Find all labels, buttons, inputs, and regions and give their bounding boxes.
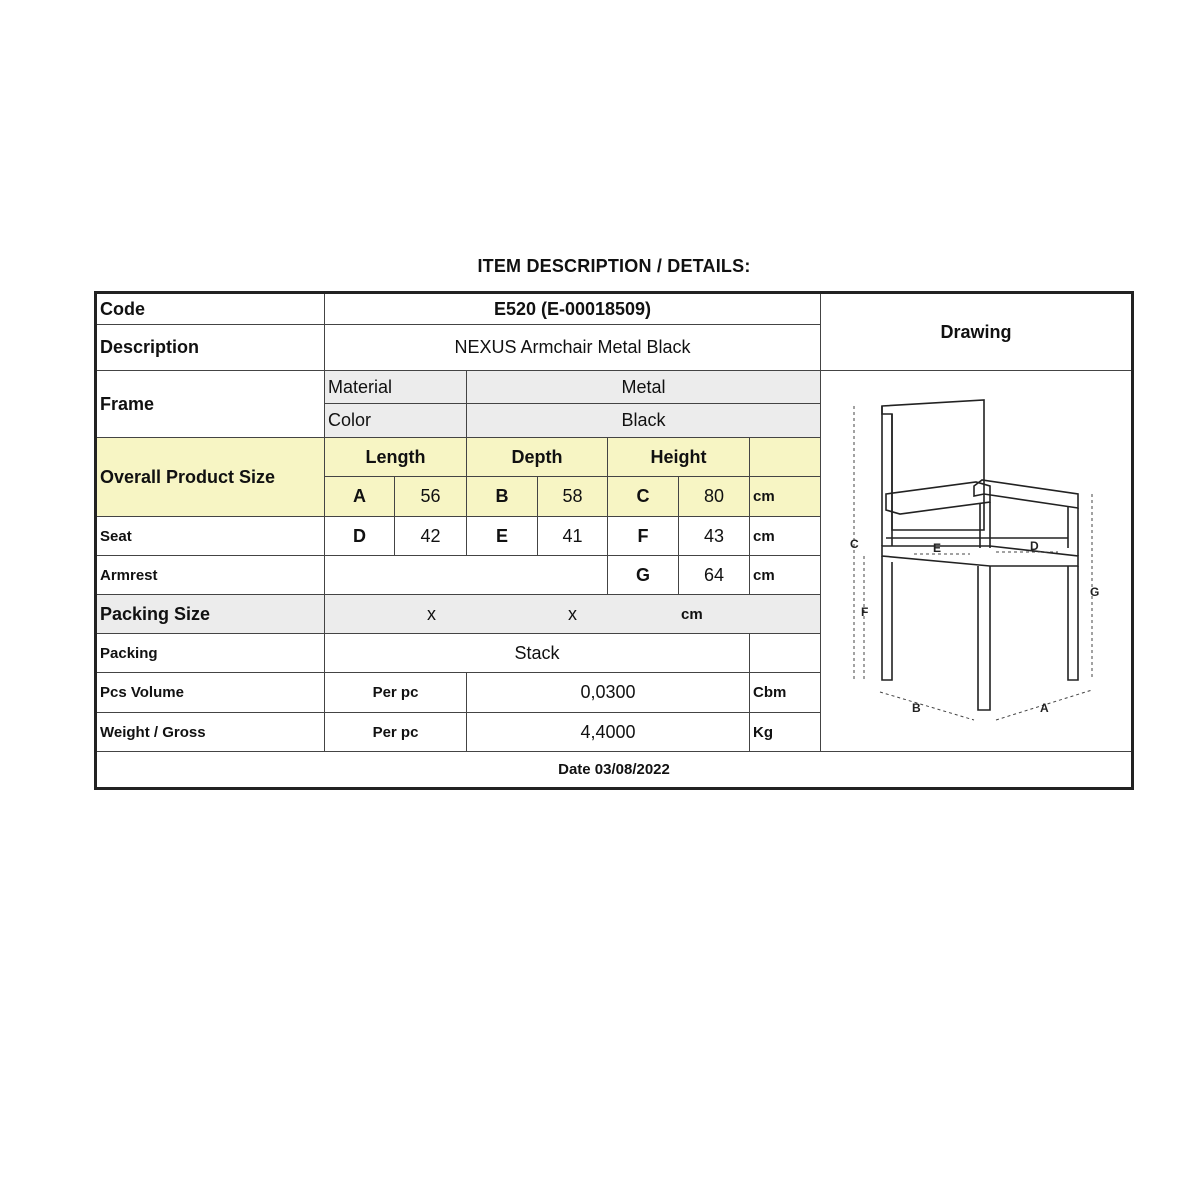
packing-size-x2: x [568,603,577,624]
length-header: Length [325,438,467,477]
dim-label-b: B [912,701,921,715]
page-title: ITEM DESCRIPTION / DETAILS: [477,256,751,276]
pcs-volume-label: Pcs Volume [97,673,325,713]
overall-size-label: Overall Product Size [97,438,325,517]
dim-a-letter: A [325,477,395,517]
dim-label-g: G [1090,585,1100,599]
dim-label-a: A [1040,701,1049,715]
armrest-blank-cell [325,556,608,595]
code-label: Code [97,294,325,325]
seat-label: Seat [97,517,325,556]
item-details-table [94,291,1134,790]
drawing-header: Drawing [821,294,1131,371]
color-label: Color [325,404,467,438]
chair-drawing [820,370,1134,750]
chair-seat [882,546,1078,566]
material-value: Metal [467,371,821,404]
code-value: E520 (E-00018509) [325,294,821,325]
pcs-volume-per: Per pc [325,673,467,713]
dim-f-value: 43 [679,517,750,556]
depth-header: Depth [467,438,608,477]
description-label: Description [97,325,325,371]
frame-label: Frame [97,371,325,438]
color-value: Black [467,404,821,438]
packing-size-value [325,595,821,634]
packing-label: Packing [97,634,325,673]
packing-blank-cell [750,634,821,673]
dim-b-value: 58 [538,477,608,517]
dim-e-value: 41 [538,517,608,556]
armrest-label: Armrest [97,556,325,595]
weight-unit: Kg [750,713,821,752]
material-label: Material [325,371,467,404]
weight-per: Per pc [325,713,467,752]
dim-d-letter: D [325,517,395,556]
date-footer: Date 03/08/2022 [558,761,670,778]
dim-label-d: D [1030,539,1039,553]
dim-c-value: 80 [679,477,750,517]
chair-backrest [882,400,984,530]
header-blank-cell [750,438,821,477]
dim-label-c: C [850,537,859,551]
packing-size-x1: x [427,603,436,624]
armrest-unit: cm [750,556,821,595]
packing-value: Stack [325,634,750,673]
dim-e-letter: E [467,517,538,556]
packing-size-label: Packing Size [97,595,325,634]
dim-c-letter: C [608,477,679,517]
dim-label-e: E [933,541,942,555]
pcs-volume-unit: Cbm [750,673,821,713]
weight-label: Weight / Gross [97,713,325,752]
dim-f-letter: F [608,517,679,556]
dim-g-letter: G [608,556,679,595]
packing-size-unit: cm [681,605,703,623]
dim-a-value: 56 [395,477,467,517]
dim-g-value: 64 [679,556,750,595]
overall-unit: cm [750,477,821,517]
dim-d-value: 42 [395,517,467,556]
pcs-volume-value: 0,0300 [467,673,750,713]
weight-value: 4,4000 [467,713,750,752]
dim-b-letter: B [467,477,538,517]
description-value: NEXUS Armchair Metal Black [325,325,821,371]
seat-unit: cm [750,517,821,556]
height-header: Height [608,438,750,477]
dim-label-f: F [861,605,869,619]
